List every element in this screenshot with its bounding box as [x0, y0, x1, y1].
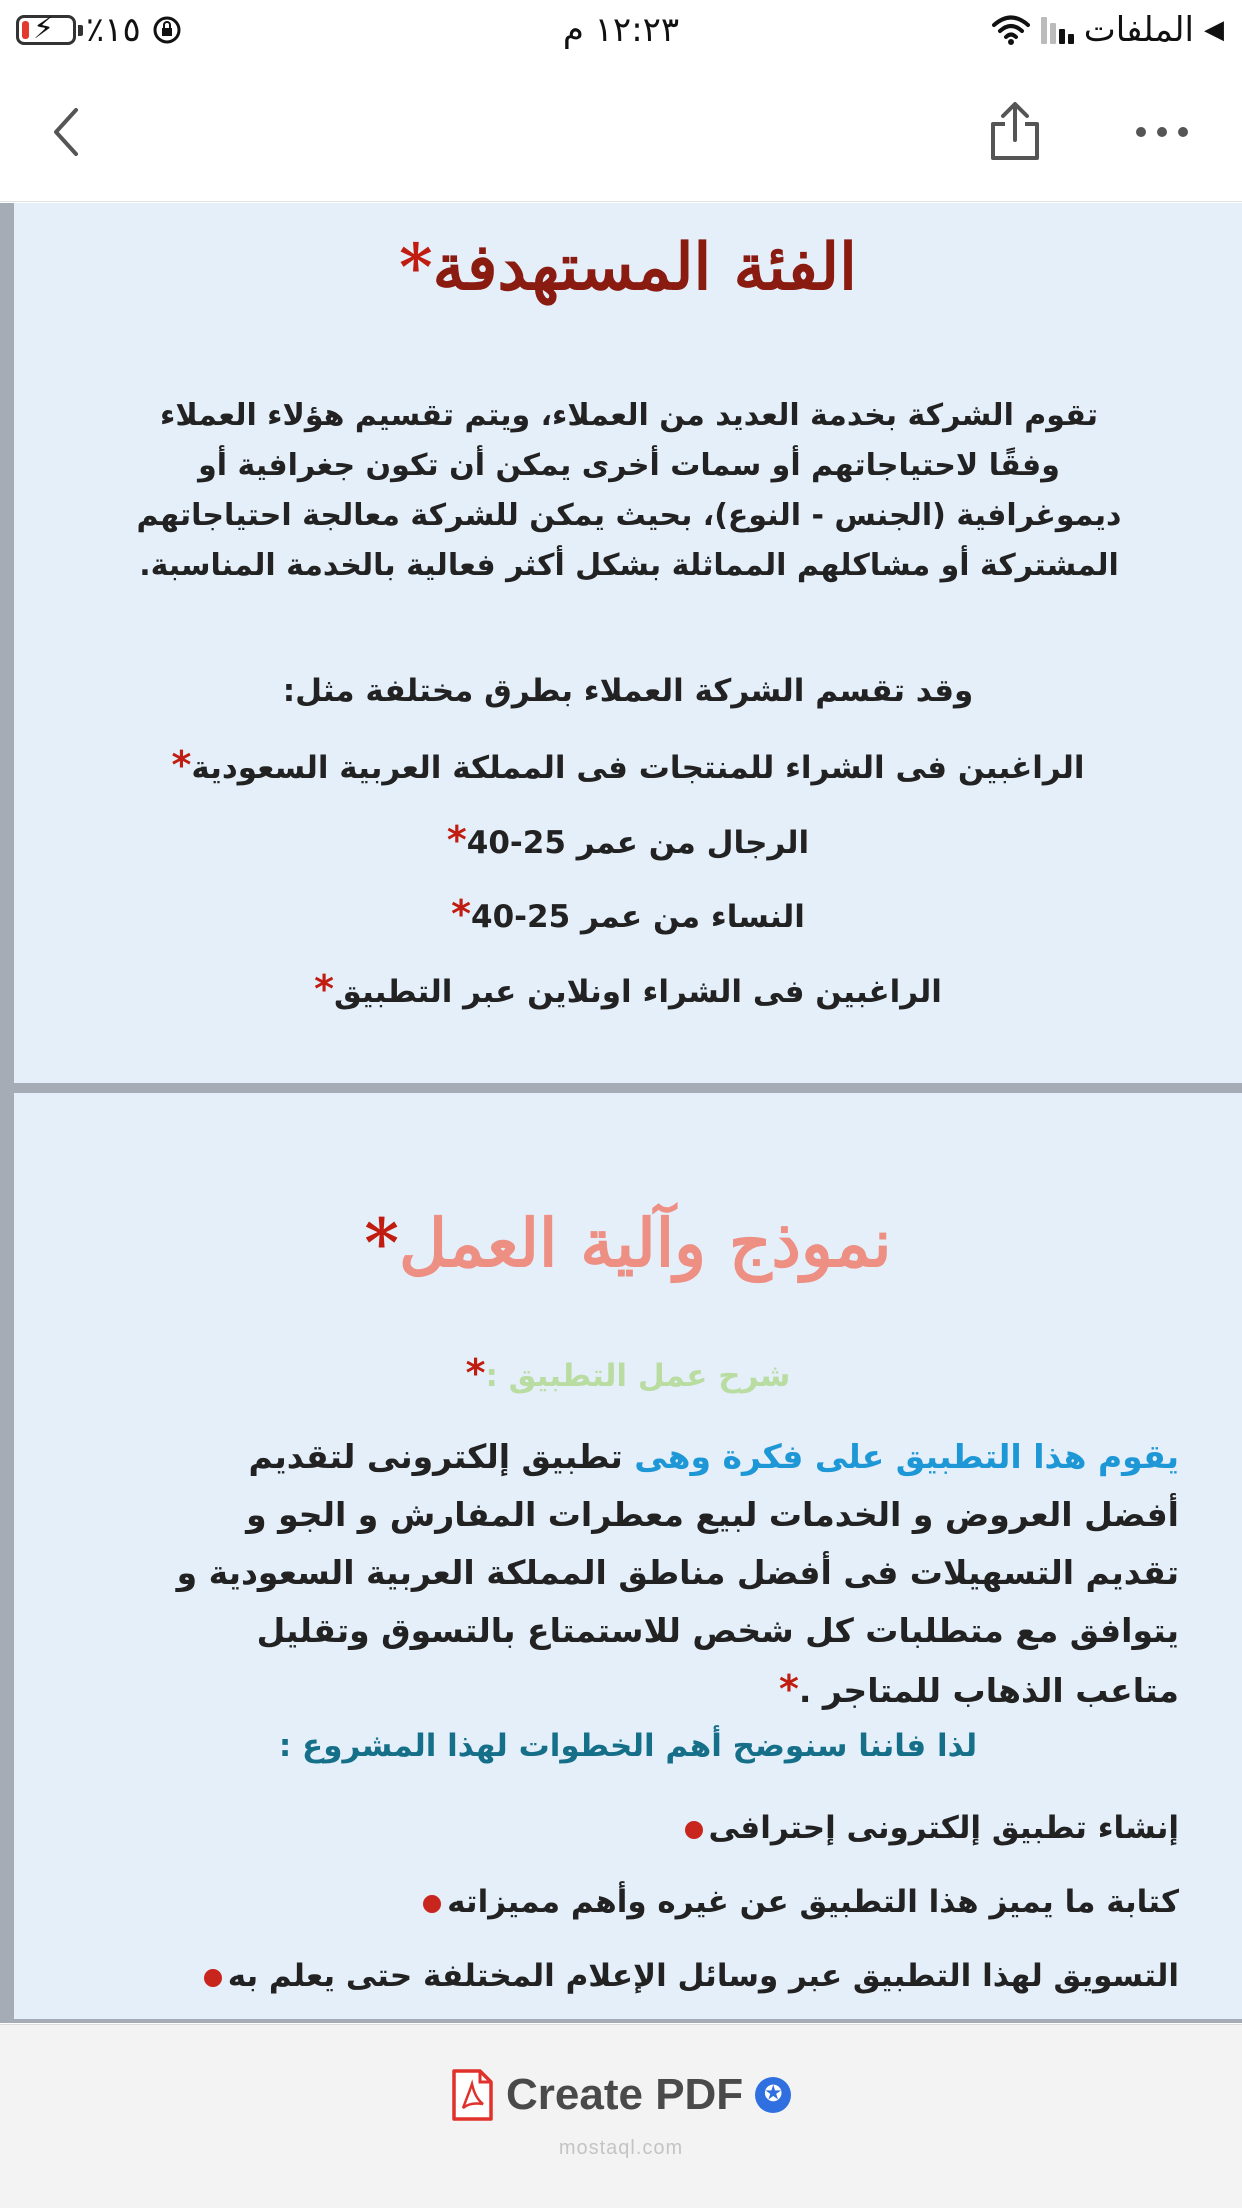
- asterisk-mark: *: [451, 892, 472, 936]
- body-text: تطبيق إلكترونى لتقديم أفضل العروض و الخدمات لبيع معطرات المفارش و الجو و تقديم التسهيلات فى أفضل مناطق المملكة العربية السعودية و يتوافق مع متطلبات كل شخص للاستمتاع بالتسوق وتقليل متاعب الذهاب للمتاجر .: [176, 1437, 1179, 1710]
- lead-line: وقد تقسم الشركة العملاء بطرق مختلفة مثل:: [282, 673, 974, 709]
- list-item: الرجال من عمر 25-40*: [446, 818, 810, 862]
- list-item: الراغبين فى الشراء للمنتجات فى المملكة العربية السعودية*: [171, 743, 1085, 787]
- list-item: النساء من عمر 25-40*: [451, 892, 805, 936]
- steps-heading: لذا فاننا سنوضح أهم الخطوات لهذا المشروع :: [278, 1728, 978, 1764]
- title-text: نموذج وآلية العمل: [398, 1204, 892, 1282]
- bullet-dot-icon: [685, 1821, 703, 1839]
- status-time: ١٢:٢٣ م: [562, 10, 680, 50]
- create-pdf-label: Create PDF: [506, 2070, 744, 2119]
- status-carrier: الملفات: [1083, 10, 1194, 50]
- document-page: [14, 203, 1242, 1083]
- section-title: [14, 1198, 1242, 1288]
- asterisk-mark: *: [171, 743, 192, 787]
- status-bar: [0, 0, 1242, 62]
- list-item: التسويق لهذا التطبيق عبر وسائل الإعلام المختلفة حتى يعلم به: [74, 1951, 1179, 2001]
- section-body: [164, 1428, 1179, 1720]
- rotation-lock-icon: [151, 14, 183, 46]
- page-title: [14, 223, 1242, 313]
- battery-icon: ⚡: [16, 15, 76, 45]
- more-horizontal-icon: [1134, 125, 1190, 139]
- pdf-file-icon: [450, 2068, 494, 2122]
- watermark-text: mostaql.com: [558, 2137, 684, 2159]
- highlight-text: يقوم هذا التطبيق على فكرة وهى: [634, 1437, 1179, 1476]
- premium-badge-icon: ✪: [755, 2077, 791, 2113]
- asterisk-mark: *: [446, 818, 467, 862]
- list-item: إنشاء تطبيق إلكترونى إحترافى: [74, 1803, 1179, 1853]
- document-page: [14, 1093, 1242, 2019]
- document-viewer[interactable]: [0, 203, 1242, 2023]
- share-icon: [985, 100, 1045, 164]
- body-paragraph: تقوم الشركة بخدمة العديد من العملاء، ويتم تقسيم هؤلاء العملاء وفقًا لاحتياجاتهم أو سمات أخرى يمكن أن تكون جغرافية أو ديموغرافية (الجنس - النوع)، بحيث يمكن للشركة معالجة احتياجاتهم المشتركة أو مشاكلهم المماثلة بشكل أكثر فعالية بالخدمة المناسبة.: [136, 398, 1122, 583]
- asterisk-mark: *: [364, 1204, 399, 1282]
- asterisk-mark: *: [399, 230, 433, 305]
- title-text: الفئة المستهدفة: [432, 230, 857, 305]
- share-button[interactable]: [975, 92, 1055, 172]
- list-item: الراغبين فى الشراء اونلاين عبر التطبيق*: [314, 967, 942, 1011]
- list-item: كتابة ما يميز هذا التطبيق عن غيره وأهم مميزاته: [74, 1877, 1179, 1927]
- create-pdf-button[interactable]: [450, 2055, 791, 2135]
- chevron-left-icon: [46, 102, 86, 162]
- more-button[interactable]: [1122, 92, 1202, 172]
- bottom-toolbar: [0, 2024, 1242, 2208]
- section-subtitle: شرح عمل التطبيق :*: [465, 1351, 791, 1395]
- nav-bar: [0, 62, 1242, 202]
- asterisk-mark: *: [465, 1351, 486, 1395]
- play-icon: ◀: [1204, 15, 1224, 45]
- status-battery-group: [16, 10, 183, 50]
- asterisk-mark: *: [314, 967, 334, 1011]
- bullet-dot-icon: [204, 1969, 222, 1987]
- bullet-dot-icon: [423, 1895, 441, 1913]
- battery-percent: ٪١٥: [86, 10, 141, 50]
- asterisk-mark: *: [778, 1667, 799, 1711]
- back-button[interactable]: [26, 92, 106, 172]
